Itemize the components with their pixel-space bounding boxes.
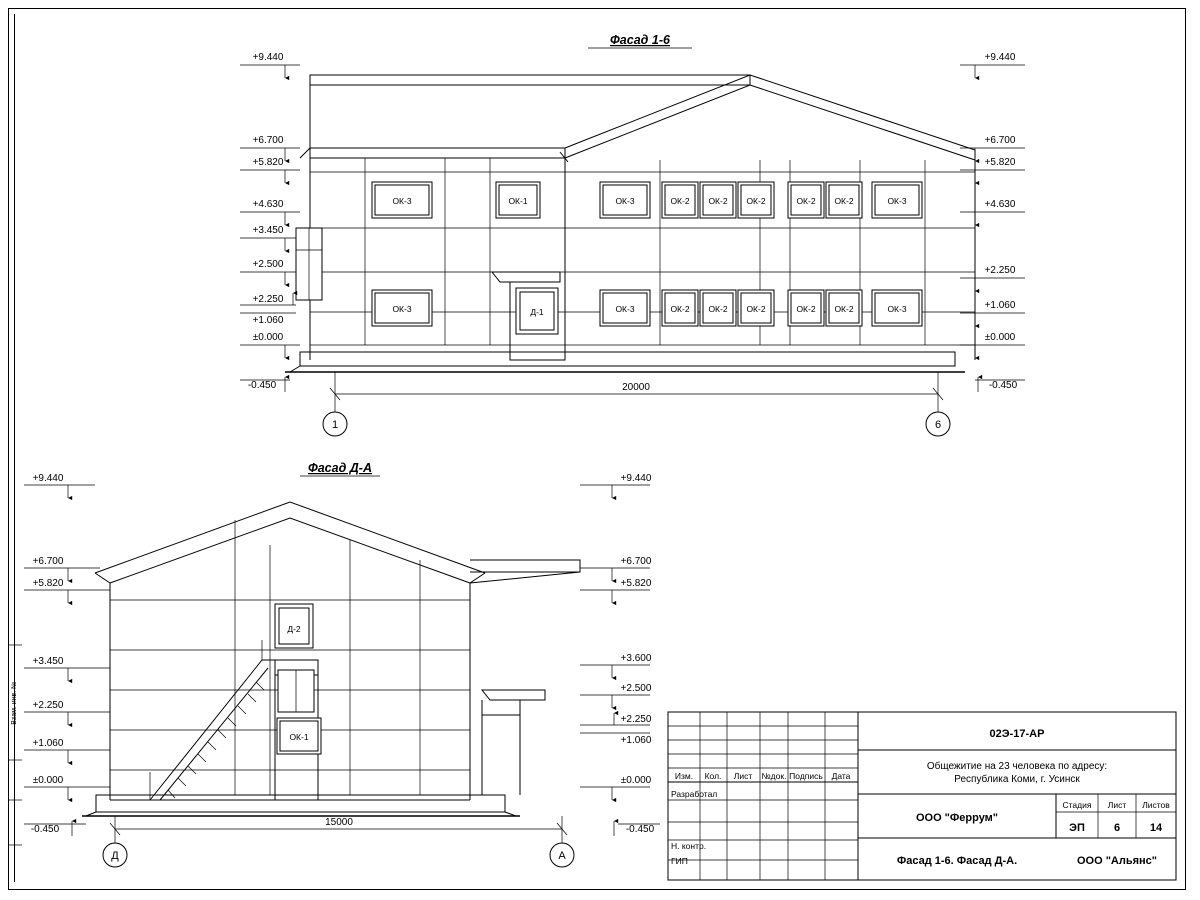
- tb-col-header: №док.: [761, 771, 787, 781]
- tb-role: Н. контр.: [671, 841, 707, 851]
- window-label: ОК-2: [746, 304, 766, 314]
- tb-role: ГИП: [671, 856, 688, 866]
- tb-stage-header: Стадия: [1062, 800, 1092, 810]
- level-mark: ±0.000: [984, 332, 1016, 343]
- tb-stage-value: 14: [1149, 822, 1163, 834]
- overall-dimension: 15000: [325, 817, 353, 828]
- tb-col-header: Дата: [831, 771, 851, 781]
- level-mark: ±0.000: [620, 775, 652, 786]
- level-mark: +4.630: [984, 199, 1016, 210]
- tb-sheet-name: Фасад 1-6. Фасад Д-А.: [896, 855, 1018, 867]
- door-label-d1: Д-1: [530, 307, 544, 317]
- tb-stage-header: Лист: [1107, 800, 1127, 810]
- level-mark: +2.250: [984, 265, 1016, 276]
- facade-d-a-group: [9, 461, 660, 867]
- tb-role: Разработал: [671, 789, 718, 799]
- facade-d-a-levels-left: [24, 473, 110, 836]
- window-label: ОК-3: [887, 196, 907, 206]
- level-mark: +6.700: [32, 556, 64, 567]
- facade-d-a-dimension: [103, 816, 574, 867]
- level-mark: -0.450: [30, 824, 60, 835]
- window-label: ОК-3: [887, 304, 907, 314]
- level-mark: +9.440: [984, 52, 1016, 63]
- tb-company-right: ООО "Альянс": [1076, 855, 1158, 867]
- level-mark: +3.450: [252, 225, 284, 236]
- level-mark: -0.450: [625, 824, 655, 835]
- level-mark: +5.820: [620, 578, 652, 589]
- window-label: ОК-3: [615, 304, 635, 314]
- tb-col-header: Лист: [733, 771, 753, 781]
- window-label: ОК-2: [796, 304, 816, 314]
- tb-object-line2: Республика Коми, г. Усинск: [954, 774, 1080, 785]
- axis-marker: Д: [111, 850, 119, 862]
- facade-d-a-levels-right: [580, 473, 660, 836]
- facade-1-6-title: Фасад 1-6: [610, 33, 670, 47]
- tb-object-line1: Общежитие на 23 человека по адресу:: [926, 761, 1108, 772]
- level-mark: +1.060: [984, 300, 1016, 311]
- tb-stage-value: 6: [1113, 822, 1121, 834]
- door-label-d2: Д-2: [287, 624, 301, 634]
- facade-1-6-levels-left: [240, 52, 300, 392]
- facade-d-a-title: Фасад Д-А: [307, 461, 373, 475]
- window-label: ОК-3: [615, 196, 635, 206]
- tb-col-header: Кол.: [704, 771, 722, 781]
- level-mark: +9.440: [620, 473, 652, 484]
- facade-1-6-dimension: [323, 372, 950, 436]
- level-mark: +1.060: [252, 315, 284, 326]
- tb-stage-header: Листов: [1142, 800, 1170, 810]
- level-mark: +1.060: [620, 735, 652, 746]
- tb-col-header: Изм.: [674, 771, 694, 781]
- level-mark: +2.250: [252, 294, 284, 305]
- window-label: ОК-3: [392, 304, 412, 314]
- level-mark: +3.450: [32, 656, 64, 667]
- level-mark: +5.820: [252, 157, 284, 168]
- tb-col-header: Подпись: [789, 771, 823, 781]
- level-mark: +3.600: [620, 653, 652, 664]
- facade-1-6-levels-right: [960, 52, 1025, 392]
- level-mark: +9.440: [32, 473, 64, 484]
- level-mark: +5.820: [32, 578, 64, 589]
- window-label: ОК-2: [746, 196, 766, 206]
- level-mark: +6.700: [620, 556, 652, 567]
- level-mark: -0.450: [988, 380, 1018, 391]
- level-mark: ±0.000: [252, 332, 284, 343]
- title-block: [668, 712, 1176, 880]
- window-label: ОК-2: [796, 196, 816, 206]
- window-label: ОК-2: [670, 304, 690, 314]
- level-mark: +2.500: [620, 683, 652, 694]
- window-label: ОК-2: [670, 196, 690, 206]
- level-mark: ±0.000: [32, 775, 64, 786]
- window-label: ОК-2: [708, 304, 728, 314]
- window-label: ОК-2: [708, 196, 728, 206]
- tb-company-main: ООО "Феррум": [915, 812, 999, 824]
- level-mark: +9.440: [252, 52, 284, 63]
- axis-marker: А: [558, 850, 566, 862]
- axis-marker: 6: [934, 419, 942, 431]
- tb-project-code: 02Э-17-АР: [989, 728, 1045, 740]
- axis-marker: 1: [331, 419, 339, 431]
- level-mark: +1.060: [32, 738, 64, 749]
- level-mark: +2.250: [32, 700, 64, 711]
- level-mark: +4.630: [252, 199, 284, 210]
- level-mark: +2.250: [620, 714, 652, 725]
- level-mark: +6.700: [984, 135, 1016, 146]
- window-label: ОК-2: [834, 304, 854, 314]
- level-mark: +5.820: [984, 157, 1016, 168]
- level-mark: -0.450: [247, 380, 277, 391]
- facade-1-6-windows-lower: [372, 290, 922, 326]
- facade-1-6-windows-upper: [372, 182, 922, 218]
- window-label: ОК-3: [392, 196, 412, 206]
- overall-dimension: 20000: [622, 382, 650, 393]
- facade-1-6-group: [240, 33, 1025, 436]
- level-mark: +2.500: [252, 259, 284, 270]
- window-label-ok1: ОК-1: [289, 732, 309, 742]
- window-label: ОК-1: [508, 196, 528, 206]
- tb-stage-value: ЭП: [1069, 822, 1085, 834]
- side-stamp-label: Взам. инв. №: [11, 681, 18, 725]
- level-mark: +6.700: [252, 135, 284, 146]
- window-label: ОК-2: [834, 196, 854, 206]
